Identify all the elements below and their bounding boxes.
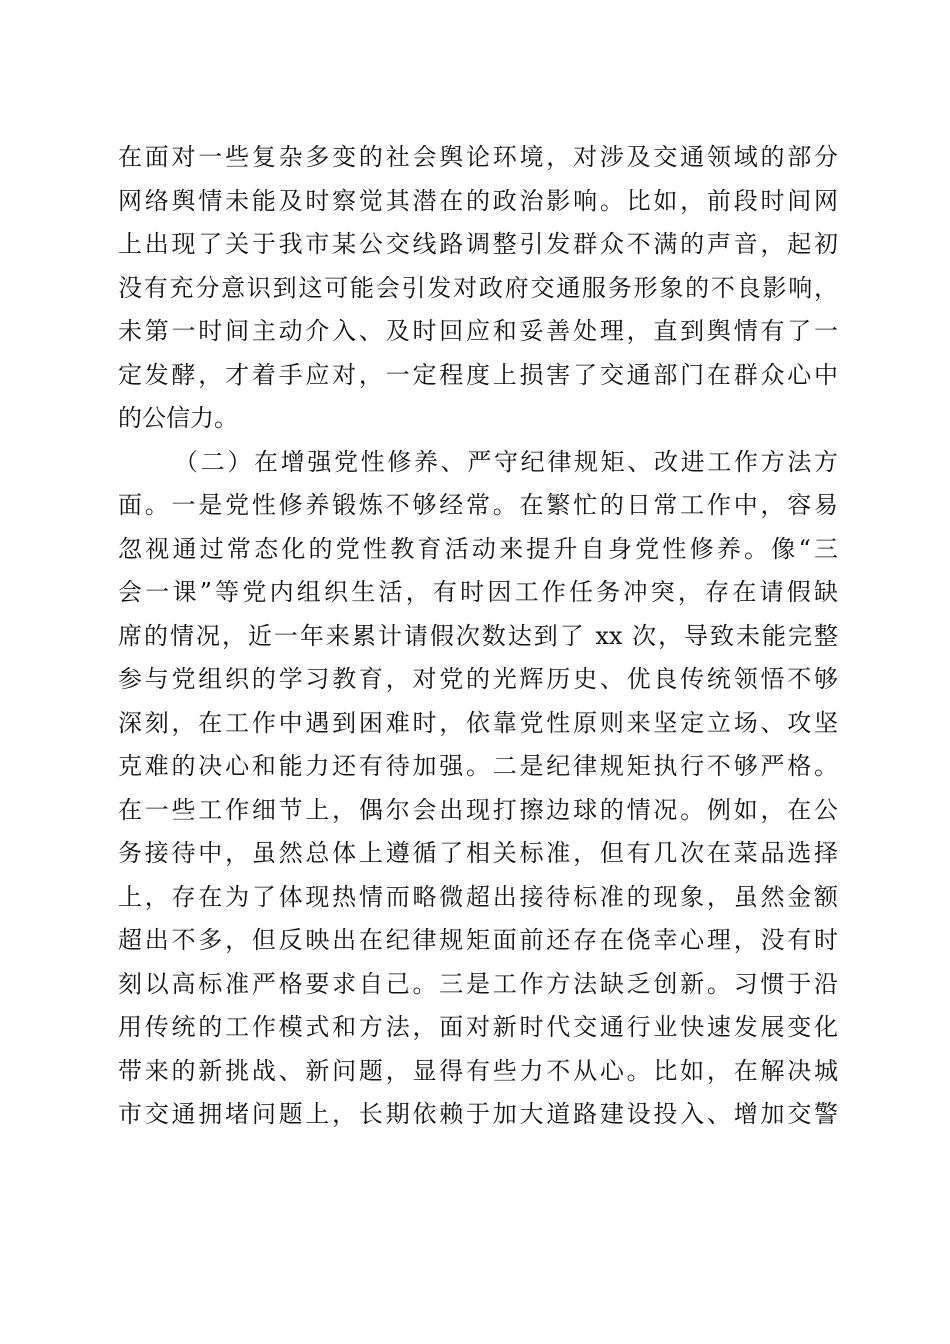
text-line: 会一课”等党内组织生活，有时因工作任务冲突，存在请假缺	[118, 578, 838, 606]
text-line: 没有充分意识到这可能会引发对政府交通服务形象的不良影响，	[118, 273, 838, 302]
text-line: 用传统的工作模式和方法，面对新时代交通行业快速发展变化	[118, 1013, 838, 1041]
text-line: 刻以高标准严格要求自己。三是工作方法缺乏创新。习惯于沿	[118, 969, 838, 998]
text-line: 面。一是党性修养锻炼不够经常。在繁忙的日常工作中，容易	[118, 491, 838, 519]
text-line: 务接待中，虽然总体上遵循了相关标准，但有几次在菜品选择	[118, 839, 838, 867]
text-line: 在面对一些复杂多变的社会舆论环境，对涉及交通领域的部分	[118, 143, 838, 171]
text-line: 上，存在为了体现热情而略微超出接待标准的现象，虽然金额	[118, 882, 838, 911]
text-line: 忽视通过常态化的党性教育活动来提升自身党性修养。像“三	[118, 534, 838, 563]
text-line: 参与党组织的学习教育，对党的光辉历史、优良传统领悟不够	[118, 665, 838, 693]
text-line: 深刻，在工作中遇到困难时，依靠党性原则来坚定立场、攻坚	[118, 708, 838, 737]
text-line: 定发酵，才着手应对，一定程度上损害了交通部门在群众心中	[118, 360, 838, 389]
section-heading-line: （二）在增强党性修养、严守纪律规矩、改进工作方法方	[174, 447, 838, 476]
text-line: 带来的新挑战、新问题，显得有些力不从心。比如，在解决城	[118, 1056, 838, 1085]
text-line: 网络舆情未能及时察觉其潜在的政治影响。比如，前段时间网	[118, 186, 838, 215]
text-line: 市交通拥堵问题上，长期依赖于加大道路建设投入、增加交警	[118, 1100, 838, 1128]
text-line: 在一些工作细节上，偶尔会出现打擦边球的情况。例如，在公	[118, 795, 838, 824]
text-line: 未第一时间主动介入、及时回应和妥善处理，直到舆情有了一	[118, 317, 838, 345]
text-line: 的公信力。	[118, 404, 238, 432]
text-line: 席的情况，近一年来累计请假次数达到了 xx 次，导致未能完整	[118, 621, 838, 650]
text-line: 上出现了关于我市某公交线路调整引发群众不满的声音，起初	[118, 230, 838, 258]
text-line: 超出不多，但反映出在纪律规矩面前还存在侥幸心理，没有时	[118, 926, 838, 954]
text-line: 克难的决心和能力还有待加强。二是纪律规矩执行不够严格。	[118, 752, 838, 780]
body-text	[118, 136, 838, 1137]
